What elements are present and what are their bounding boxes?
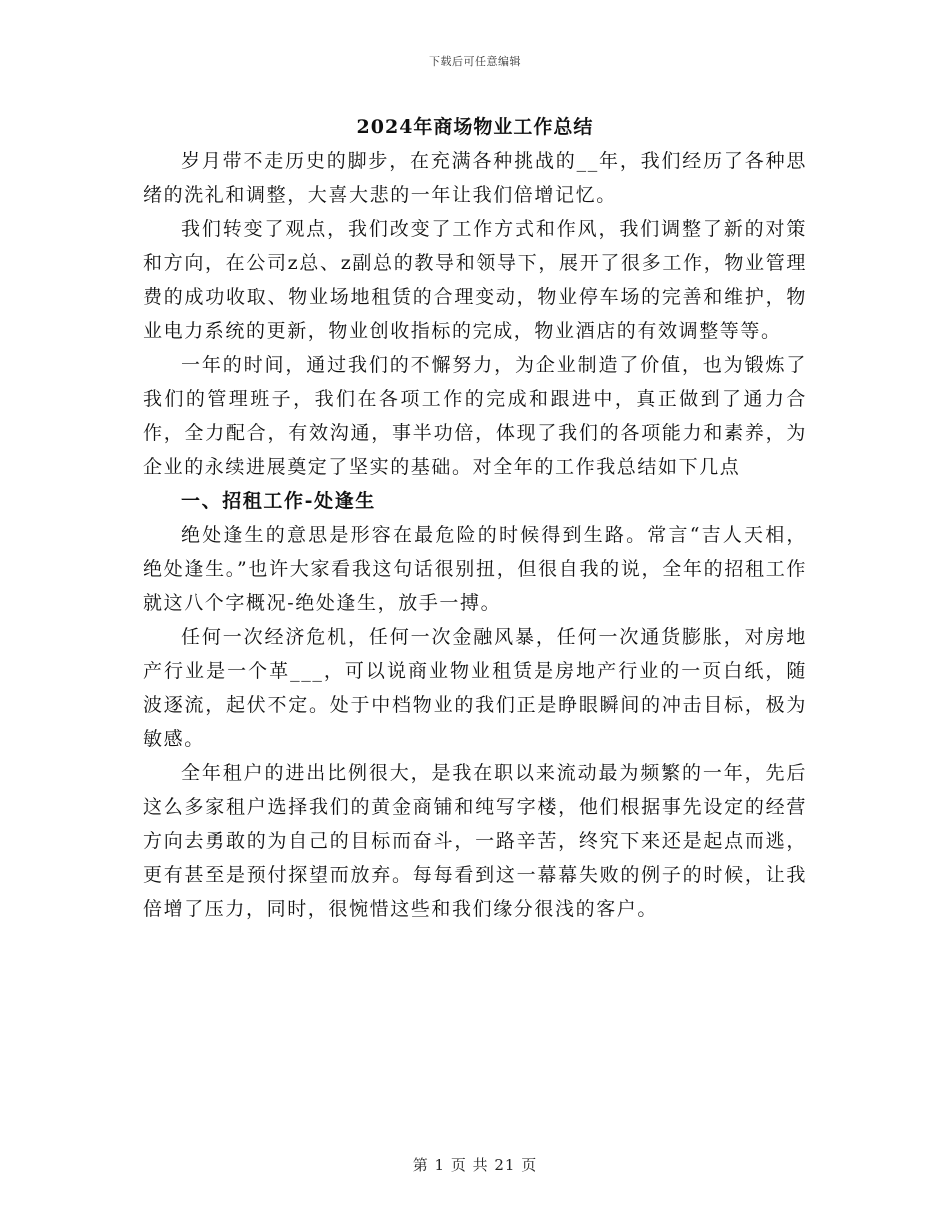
header-note: 下载后可任意编辑 [429, 55, 521, 68]
paragraph-achievements: 一年的时间，通过我们的不懈努力，为企业制造了价值，也为锻炼了我们的管理班子，我们在各项工作的完成和跟进中，真正做到了通力合作，全力配合，有效沟通，事半功倍，体现了我们的各项能力和素养，为企业的永续进展奠定了坚实的基础。对全年的工作我总结如下几点 [143, 354, 807, 478]
section-heading-leasing: 一、招租工作-处逢生 [181, 490, 376, 512]
paragraph-leasing-3: 全年租户的进出比例很大，是我在职以来流动最为频繁的一年，先后这么多家租户选择我们的黄金商铺和纯写字楼，他们根据事先设定的经营方向去勇敢的为自己的目标而奋斗，一路辛苦，终究下来还是起点而逃，更有甚至是预付探望而放弃。每每看到这一幕幕失败的例子的时候，让我倍增了压力，同时，很惋惜这些和我们缘分很浅的客户。 [143, 762, 807, 920]
paragraph-changes: 我们转变了观点，我们改变了工作方式和作风，我们调整了新的对策和方向，在公司z总、z副总的教导和领导下，展开了很多工作，物业管理费的成功收取、物业场地租赁的合理变动，物业停车场的完善和维护，物业电力系统的更新，物业创收指标的完成，物业酒店的有效调整等等。 [143, 218, 807, 342]
page-number: 第 1 页 共 21 页 [412, 1156, 538, 1174]
paragraph-leasing-2: 任何一次经济危机，任何一次金融风暴，任何一次通货膨胀，对房地产行业是一个革___，可以说商业物业租赁是房地产行业的一页白纸，随波逐流，起伏不定。处于中档物业的我们正是睁眼瞬间的冲击目标，极为敏感。 [143, 626, 807, 750]
paragraph-leasing-1: 绝处逢生的意思是形容在最危险的时候得到生路。常言“吉人天相，绝处逢生。”也许大家看我这句话很别扭，但很自我的说，全年的招租工作就这八个字概况-绝处逢生，放手一搏。 [143, 524, 807, 614]
paragraph-intro: 岁月带不走历史的脚步，在充满各种挑战的__年，我们经历了各种思绪的洗礼和调整，大喜大悲的一年让我们倍增记忆。 [143, 150, 807, 206]
document-title: 2024年商场物业工作总结 [356, 116, 594, 138]
document-body [143, 112, 807, 926]
